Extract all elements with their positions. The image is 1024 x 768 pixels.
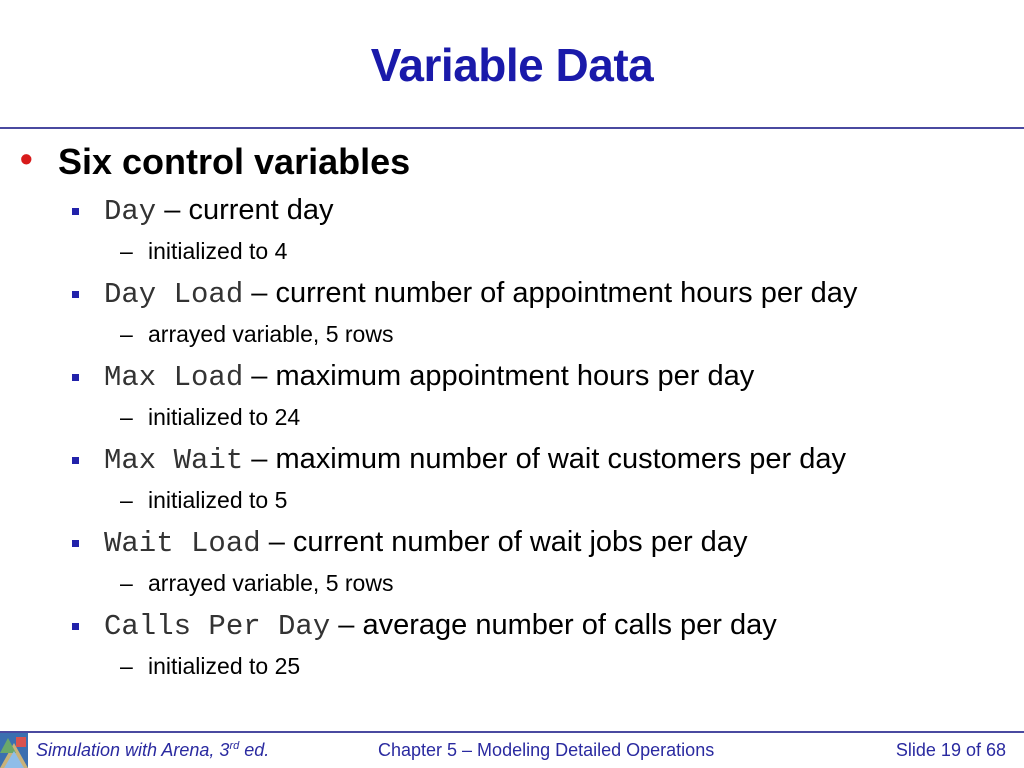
footer-chapter: Chapter 5 – Modeling Detailed Operations	[378, 740, 715, 760]
variable-detail: initialized to 25	[148, 653, 301, 679]
variable-description: – current number of appointment hours per day	[243, 277, 858, 309]
slide-title: Variable Data	[370, 39, 654, 91]
variable-detail: arrayed variable, 5 rows	[148, 321, 394, 347]
footer-divider	[0, 731, 1024, 733]
variable-name: Max Load	[104, 361, 244, 394]
variable-detail: arrayed variable, 5 rows	[148, 570, 394, 596]
dash-bullet-icon: –	[120, 238, 133, 264]
dash-bullet-icon: –	[120, 653, 133, 679]
variable-item	[104, 526, 747, 560]
variable-item	[104, 194, 334, 228]
dash-bullet-icon: –	[120, 404, 133, 430]
variable-name: Day Load	[104, 278, 244, 311]
variable-detail: initialized to 4	[148, 238, 288, 264]
square-bullet-icon	[72, 208, 79, 215]
variable-name: Calls Per Day	[104, 610, 331, 643]
variable-detail: initialized to 24	[148, 404, 301, 430]
variable-name: Day	[104, 195, 157, 228]
square-bullet-icon	[72, 291, 79, 298]
variable-item	[104, 360, 754, 394]
variable-description: – current day	[156, 194, 334, 226]
square-bullet-icon	[72, 623, 79, 630]
variable-detail: initialized to 5	[148, 487, 288, 513]
dash-bullet-icon: –	[120, 570, 133, 596]
variable-item	[104, 277, 857, 311]
main-bullet-heading: Six control variables	[58, 141, 411, 182]
arena-logo-icon	[0, 733, 28, 768]
square-bullet-icon	[72, 457, 79, 464]
variable-item	[104, 443, 846, 477]
variable-description: – current number of wait jobs per day	[260, 526, 748, 558]
variable-description: – maximum number of wait customers per day	[243, 443, 847, 475]
footer-book-title: Simulation with Arena, 3rd ed.	[36, 740, 270, 760]
red-bullet-icon: •	[20, 138, 33, 179]
variable-description: – maximum appointment hours per day	[243, 360, 755, 392]
variable-item	[104, 609, 777, 643]
square-bullet-icon	[72, 374, 79, 381]
footer-slide-number: Slide 19 of 68	[895, 740, 1006, 760]
dash-bullet-icon: –	[120, 321, 133, 347]
variable-name: Wait Load	[104, 527, 261, 560]
square-bullet-icon	[72, 540, 79, 547]
variable-description: – average number of calls per day	[330, 609, 777, 641]
variable-name: Max Wait	[104, 444, 244, 477]
dash-bullet-icon: –	[120, 487, 133, 513]
